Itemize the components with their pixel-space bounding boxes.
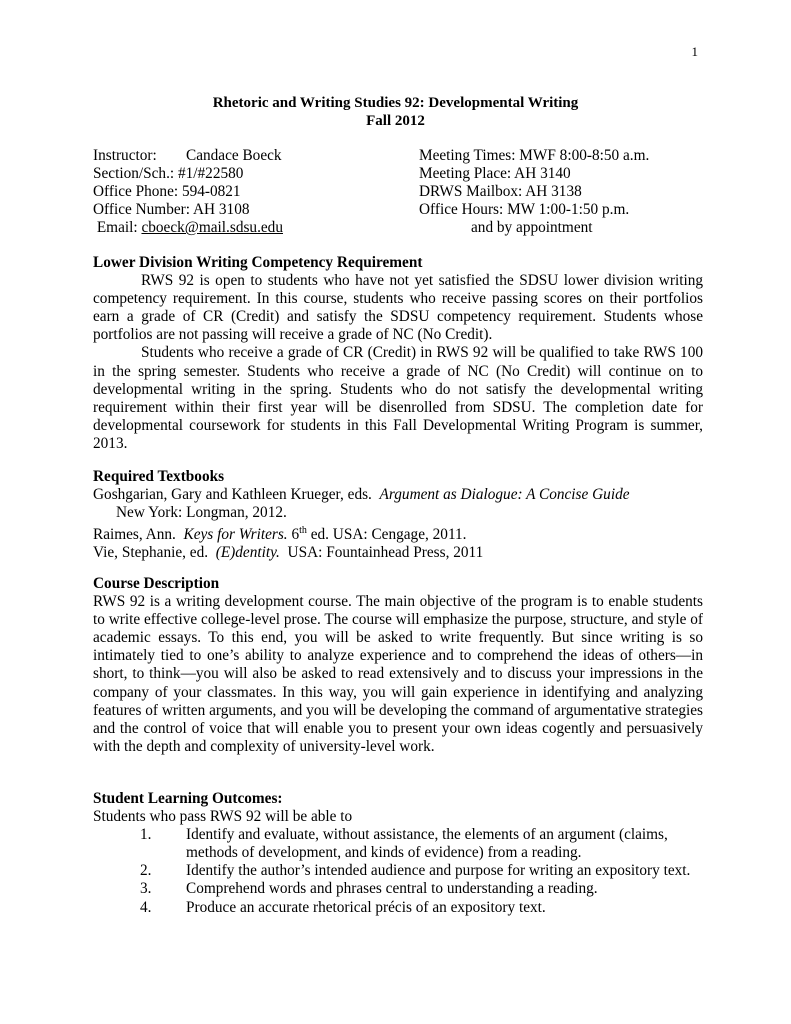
info-row-phone: Office Phone: 594-0821: [93, 183, 241, 200]
paragraph: Students who receive a grade of CR (Credit) in RWS 92 will be qualified to take RWS 100 in the spring semester. Students who receive a grade of NC (No Credit) will continue on to developmental writing in the spring. Students who do not satisfy the developmental writing requirement within their first year will be disenrolled from SDSU. The completion date for developmental coursework for students in this Fall Developmental Writing Program is summer, 2013.: [93, 344, 703, 452]
textbook-entry: Raimes, Ann. Keys for Writers. 6th ed. USA: Cengage, 2011.: [93, 525, 467, 544]
outcomes-list: [93, 826, 703, 916]
paragraph: RWS 92 is open to students who have not yet satisfied the SDSU lower division writing competency requirement. In this course, students who receive passing scores on their portfolios earn a grade of CR (Credit) and satisfy the SDSU competency requirement. Students whose portfolios are not passing will receive a grade of NC (No Credit).: [93, 272, 703, 344]
info-row-email: Email: cboeck@mail.sdsu.edu: [96, 219, 283, 236]
office-hours-appointment: and by appointment: [471, 219, 593, 236]
outcomes-section: [93, 790, 703, 917]
instructor-info: [93, 147, 283, 237]
list-item: 1. Identify and evaluate, without assistance, the elements of an argument (claims, methods of development, and kinds of evidence) from a reading.: [140, 826, 668, 862]
info-row-office: Office Number: AH 3108: [93, 201, 250, 218]
section-heading: Course Description: [93, 575, 220, 592]
textbooks-section: [93, 468, 703, 563]
section-heading: Student Learning Outcomes:: [93, 790, 283, 807]
page-number: 1: [691, 44, 698, 59]
term-subtitle: Fall 2012: [366, 113, 425, 129]
textbook-entry: Goshgarian, Gary and Kathleen Krueger, eds. Argument as Dialogue: A Concise Guide: [93, 486, 630, 504]
meeting-info: [419, 147, 649, 237]
section-heading: Required Textbooks: [93, 468, 225, 485]
office-hours: Office Hours: MW 1:00-1:50 p.m.: [419, 201, 630, 218]
list-item: 3. Comprehend words and phrases central to understanding a reading.: [140, 880, 598, 898]
info-row-instructor: Instructor: Candace Boeck: [93, 147, 282, 164]
textbook-entry: Vie, Stephanie, ed. (E)dentity. USA: Fountainhead Press, 2011: [93, 544, 484, 562]
list-item: 4. Produce an accurate rhetorical précis of an expository text.: [140, 898, 546, 916]
meeting-place: Meeting Place: AH 3140: [419, 165, 571, 182]
email-link[interactable]: cboeck@mail.sdsu.edu: [141, 219, 283, 236]
competency-section: [93, 254, 703, 453]
page-title: Rhetoric and Writing Studies 92: Developmental Writing: [212, 95, 579, 111]
outcomes-intro: Students who pass RWS 92 will be able to: [93, 808, 353, 826]
meeting-times: Meeting Times: MWF 8:00-8:50 a.m.: [419, 147, 650, 164]
drws-mailbox: DRWS Mailbox: AH 3138: [419, 183, 582, 200]
description-section: [93, 575, 703, 756]
textbook-entry-continued: New York: Longman, 2012.: [116, 504, 287, 522]
info-row-section: Section/Sch.: #1/#22580: [93, 165, 244, 182]
paragraph: RWS 92 is a writing development course. The main objective of the program is to enable students to write effective college-level prose. The course will emphasize the purpose, structure, and style of academic essays. To this end, you will be asked to write frequently. But since writing is so intimately tied to one’s ability to analyze experience and to comprehend the ideas of others—in short, to think—you will also be asked to read extensively and to discuss your impressions in the company of your classmates. In this way, you will gain experience in identifying and analyzing features of written arguments, and you will be developing the command of argumentative strategies and the control of voice that will enable you to present your own ideas cogently and persuasively with the depth and complexity of university-level work.: [93, 593, 703, 755]
list-item: 2. Identify the author’s intended audience and purpose for writing an expository text.: [140, 862, 691, 880]
section-heading: Lower Division Writing Competency Requirement: [93, 254, 423, 271]
